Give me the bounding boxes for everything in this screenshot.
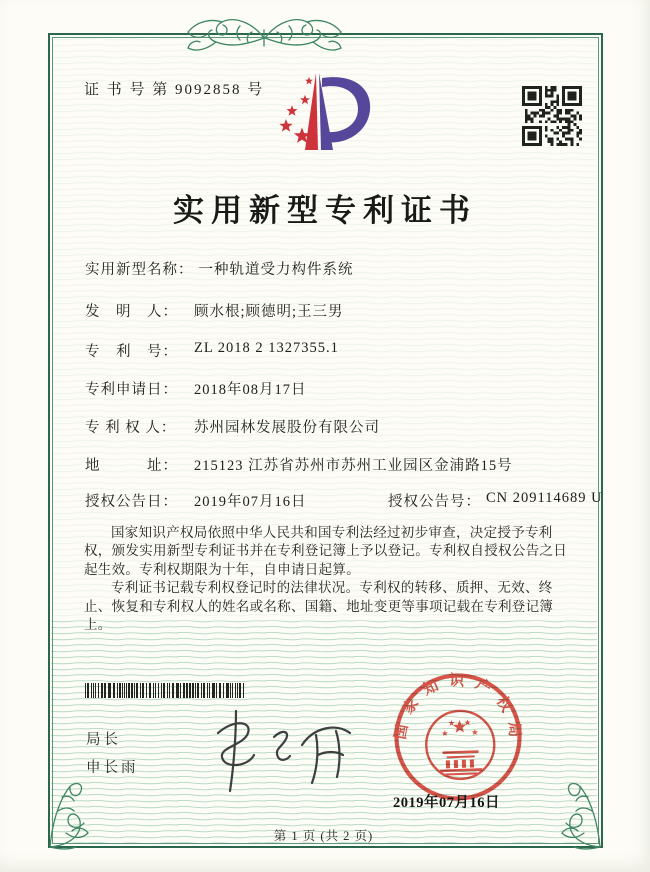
- signer-name: 申长雨: [86, 760, 139, 776]
- field-row-patentee: [85, 416, 605, 437]
- field-value: 2018年08月17日: [194, 382, 307, 398]
- grant-date-label: 授权公告日：: [85, 494, 178, 510]
- field-label: 地 址：: [85, 458, 178, 474]
- barcode: [85, 683, 251, 698]
- field-value: 215123 江苏省苏州市苏州工业园区金浦路15号: [194, 458, 513, 474]
- signature-icon: [190, 703, 360, 798]
- signer-title: 局长: [86, 732, 121, 748]
- seal-date: 2019年07月16日: [393, 795, 500, 811]
- field-value: 苏州园林发展股份有限公司: [194, 420, 380, 436]
- field-row-filing-date: [85, 378, 605, 399]
- certificate-title: 实用新型专利证书: [173, 193, 477, 228]
- grant-date-value: 2019年07月16日: [194, 494, 307, 510]
- seal-text: 国家知识产权局: [392, 672, 523, 748]
- field-row-name: [85, 258, 605, 279]
- official-seal-icon: [390, 669, 527, 806]
- grant-no-label: 授权公告号：: [388, 494, 481, 510]
- field-row-patent-number: [85, 340, 605, 361]
- field-label: 发 明 人：: [85, 304, 178, 320]
- field-label: 实用新型名称：: [85, 262, 194, 278]
- field-value: 顾水根;顾德明;王三男: [194, 304, 344, 320]
- national-emblem: [425, 710, 495, 780]
- legal-paragraph-2: 专利证书记载专利权登记时的法律状况。专利权的转移、质押、无效、终止、恢复和专利权人的姓名或名称、国籍、地址变更等事项记载在专利登记簿上。: [84, 580, 554, 633]
- top-flourish-ornament: [182, 12, 347, 60]
- field-value: ZL 2018 2 1327355.1: [194, 340, 339, 356]
- field-row-inventors: [85, 300, 605, 321]
- grant-no-value: CN 209114689 U: [486, 490, 603, 506]
- cnipa-logo-icon: [278, 70, 378, 156]
- page-footer: 第 1 页 (共 2 页): [273, 829, 374, 843]
- qr-code: [522, 86, 582, 146]
- field-label: 专 利 号：: [85, 344, 178, 360]
- field-label: 专利申请日：: [85, 382, 178, 398]
- grant-row: [85, 490, 605, 511]
- field-value: 一种轨道受力构件系统: [198, 262, 354, 278]
- legal-text-block: [84, 524, 578, 634]
- field-label: 专 利 权 人：: [85, 420, 177, 436]
- certificate-number: 证 书 号 第 9092858 号: [84, 82, 265, 98]
- field-row-address: [85, 454, 605, 475]
- legal-paragraph-1: 国家知识产权局依照中华人民共和国专利法经过初步审查，决定授予专利权，颁发实用新型专利证书并在专利登记簿上予以登记。专利权自授权公告之日起生效。专利权期限为十年，自申请日起算。: [84, 525, 567, 577]
